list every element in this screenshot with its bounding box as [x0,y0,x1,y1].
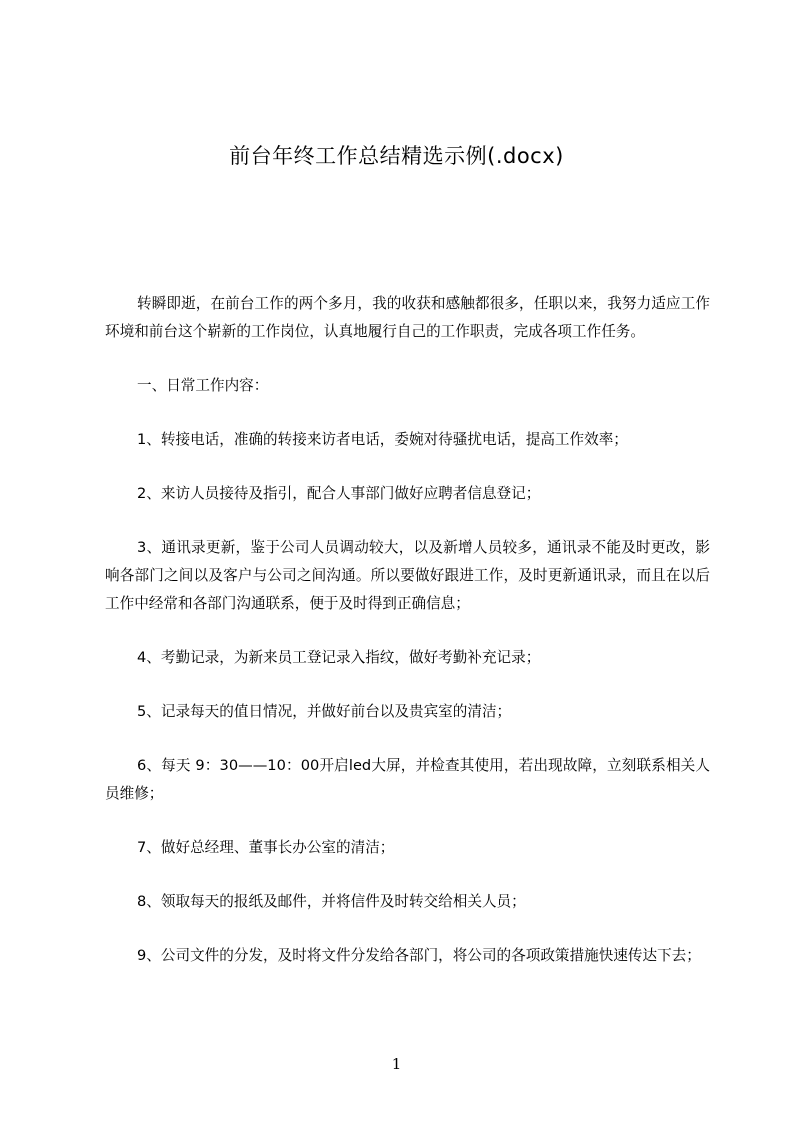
paragraph-gap [105,346,710,372]
list-item: 3、通讯录更新，鉴于公司人员调动较大，以及新增人员较多，通讯录不能及时更改，影响各部门之间以及客户与公司之间沟通。所以要做好跟进工作，及时更新通讯录，而且在以后工作中经常和各部门沟通联系，便于及时得到正确信息； [105,539,710,612]
list-item: 4、考勤记录，为新来员工登记录入指纹，做好考勤补充记录； [137,649,541,666]
list-item: 7、做好总经理、董事长办公室的清洁； [137,839,395,856]
intro-paragraph: 转瞬即逝，在前台工作的两个多月，我的收获和感触都很多，任职以来，我努力适应工作环境和前台这个崭新的工作岗位，认真地履行自己的工作职责，完成各项工作任务。 [105,295,710,340]
paragraph-gap [105,916,710,942]
paragraph-gap [105,672,710,698]
paragraph-gap [105,400,710,426]
paragraph-gap [105,618,710,644]
paragraph-gap [105,508,710,534]
list-item: 6、每天 9：30——10：00开启led大屏，并检查其使用，若出现故障，立刻联系相关人员维修； [105,757,710,802]
section-heading: 一、日常工作内容： [137,377,269,394]
list-item: 9、公司文件的分发，及时将文件分发给各部门，将公司的各项政策措施快速传达下去； [137,947,701,964]
paragraph-gap [105,726,710,752]
paragraph-gap [105,454,710,480]
document-title: 前台年终工作总结精选示例(.docx) [229,144,564,168]
list-item: 8、领取每天的报纸及邮件，并将信件及时转交给相关人员； [137,893,526,910]
list-item: 1、转接电话，准确的转接来访者电话，委婉对待骚扰电话，提高工作效率； [137,431,628,448]
page-number: 1 [391,1055,402,1073]
list-item: 5、记录每天的值日情况，并做好前台以及贵宾室的清洁； [137,703,512,720]
document-body [105,290,710,970]
list-item: 2、来访人员接待及指引，配合人事部门做好应聘者信息登记； [137,485,541,502]
paragraph-gap [105,862,710,888]
paragraph-gap [105,808,710,834]
